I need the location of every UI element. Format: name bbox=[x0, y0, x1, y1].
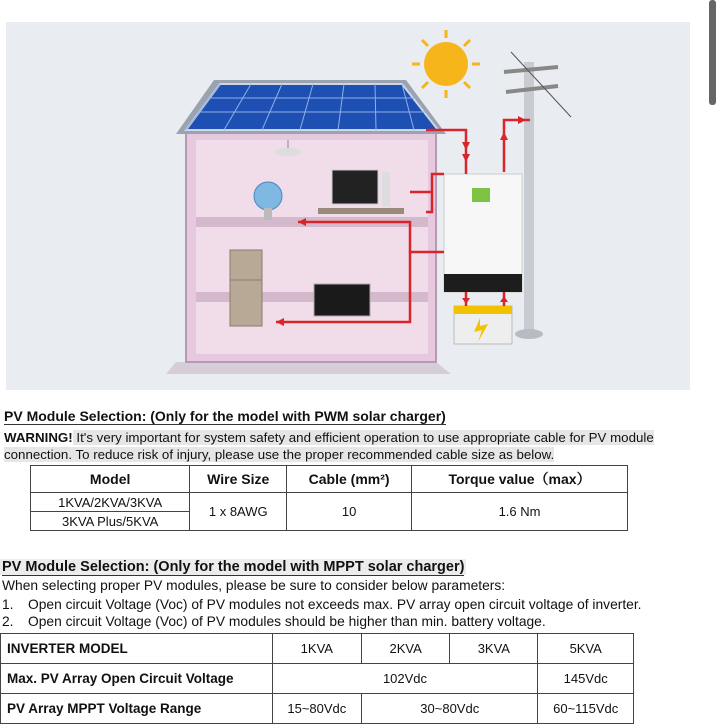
model-3kva: 3KVA bbox=[450, 634, 538, 664]
torque-cell: 1.6 Nm bbox=[412, 493, 628, 531]
pwm-cable-table bbox=[30, 465, 628, 531]
mppt-range-label: PV Array MPPT Voltage Range bbox=[1, 694, 273, 724]
model-2kva: 2KVA bbox=[362, 634, 450, 664]
table-row bbox=[1, 664, 634, 694]
warning-paragraph bbox=[4, 430, 704, 463]
inverter-model-label: INVERTER MODEL bbox=[1, 634, 273, 664]
table-row bbox=[1, 634, 634, 664]
tv-icon bbox=[314, 284, 370, 316]
cable-cell: 10 bbox=[287, 493, 412, 531]
pwm-section-title: PV Module Selection: (Only for the model with PWM solar charger) bbox=[4, 408, 446, 424]
fridge-icon bbox=[230, 250, 262, 326]
max-voc-value: 145Vdc bbox=[538, 664, 634, 694]
model-5kva: 5KVA bbox=[538, 634, 634, 664]
wire-size-cell: 1 x 8AWG bbox=[190, 493, 287, 531]
mppt-voltage-table bbox=[0, 633, 634, 724]
ground-shadow bbox=[166, 362, 451, 374]
mppt-range-value: 15~80Vdc bbox=[272, 694, 362, 724]
header-wire-size: Wire Size bbox=[190, 466, 287, 493]
system-diagram-illustration bbox=[6, 22, 690, 390]
list-item: 1. Open circuit Voltage (Voc) of PV modules not exceeds max. PV array open circuit voltage of inverter. bbox=[2, 597, 642, 612]
model-cell: 3KVA Plus/5KVA bbox=[31, 512, 190, 531]
model-cell: 1KVA/2KVA/3KVA bbox=[31, 493, 190, 512]
table-header-row bbox=[31, 466, 628, 493]
list-item: 2. Open circuit Voltage (Voc) of PV modules should be higher than min. battery voltage. bbox=[2, 614, 546, 629]
header-cable: Cable (mm²) bbox=[287, 466, 412, 493]
scrollbar-thumb[interactable] bbox=[709, 0, 716, 105]
warning-text: It's very important for system safety and efficient operation to use appropriate cable for PV module connection. To reduce risk of injury, please use the proper recommended cable size as below. bbox=[4, 430, 654, 462]
max-voc-value: 102Vdc bbox=[272, 664, 538, 694]
mppt-intro-text: When selecting proper PV modules, please be sure to consider below parameters: bbox=[2, 578, 506, 593]
inverter-icon bbox=[444, 174, 522, 292]
table-row bbox=[31, 493, 628, 512]
table-row bbox=[1, 694, 634, 724]
model-1kva: 1KVA bbox=[272, 634, 362, 664]
max-voc-label: Max. PV Array Open Circuit Voltage bbox=[1, 664, 273, 694]
sun-icon bbox=[412, 30, 480, 98]
mppt-section-title: PV Module Selection: (Only for the model with MPPT solar charger) bbox=[2, 559, 465, 575]
solar-panel-icon bbox=[186, 84, 438, 130]
battery-icon bbox=[454, 306, 512, 344]
mppt-range-value: 30~80Vdc bbox=[362, 694, 538, 724]
mppt-range-value: 60~115Vdc bbox=[538, 694, 634, 724]
warning-label: WARNING! bbox=[4, 430, 73, 445]
header-model: Model bbox=[31, 466, 190, 493]
header-torque: Torque value（max） bbox=[412, 466, 628, 493]
